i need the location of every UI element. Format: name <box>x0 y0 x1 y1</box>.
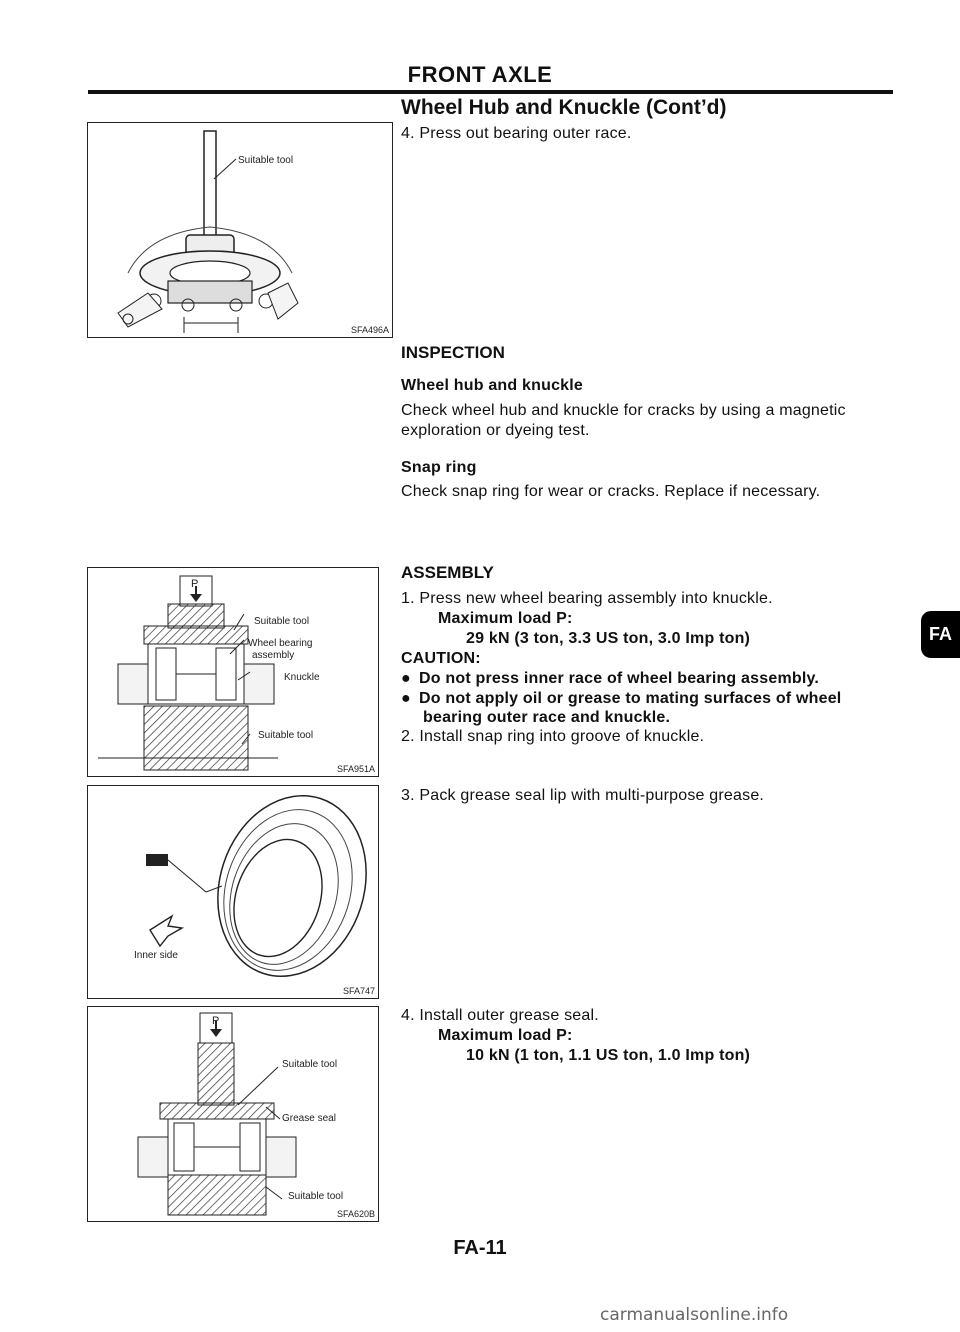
step-press-out-race: 4. Press out bearing outer race. <box>401 125 632 142</box>
figure-code: SFA620B <box>336 1209 375 1219</box>
caution-item-2-text: Do not apply oil or grease to mating surfaces of wheel <box>419 690 842 707</box>
assembly-step4: 4. Install outer grease seal. <box>401 1007 599 1024</box>
heading-snap-ring: Snap ring <box>401 459 477 476</box>
watermark: carmanualsonline.info <box>600 1305 789 1325</box>
label-suitable-tool-bottom: Suitable tool <box>288 1191 344 1202</box>
grease-seal-illustration <box>88 786 378 998</box>
figure-code: SFA747 <box>342 986 375 996</box>
bearing-press-illustration <box>88 568 378 776</box>
assembly-step1: 1. Press new wheel bearing assembly into knuckle. <box>401 590 773 607</box>
caution-item-2 <box>401 688 841 709</box>
heading-wheel-hub: Wheel hub and knuckle <box>401 377 584 394</box>
label-suitable-tool-top: Suitable tool <box>254 616 310 627</box>
max-load-value-2: 10 kN (1 ton, 1.1 US ton, 1.0 Imp ton) <box>466 1047 751 1064</box>
header-rule <box>88 90 893 94</box>
max-load-value-1: 29 kN (3 ton, 3.3 US ton, 3.0 Imp ton) <box>466 630 751 647</box>
label-suitable-tool: Suitable tool <box>238 155 294 166</box>
bullet-icon: ● <box>401 670 411 687</box>
assembly-step2: 2. Install snap ring into groove of knuckle. <box>401 728 705 745</box>
figure-code: SFA951A <box>336 764 375 774</box>
hub-text-line2: exploration or dyeing test. <box>401 422 590 439</box>
figure-code: SFA496A <box>350 325 389 335</box>
snap-text: Check snap ring for wear or cracks. Replace if necessary. <box>401 483 821 500</box>
assembly-step3: 3. Pack grease seal lip with multi-purpose grease. <box>401 787 765 804</box>
label-load-p: P <box>212 1015 220 1027</box>
max-load-label-1: Maximum load P: <box>438 610 573 627</box>
figure-grease-seal-lip <box>87 785 379 999</box>
label-load-p: P <box>191 578 199 590</box>
label-suitable-tool-bottom: Suitable tool <box>258 730 314 741</box>
heading-inspection: INSPECTION <box>401 343 505 362</box>
caution-label: CAUTION: <box>401 650 481 667</box>
figure-press-bearing <box>87 567 379 777</box>
label-inner-side: Inner side <box>134 950 178 961</box>
label-wheel-bearing: Wheel bearing <box>248 638 313 649</box>
label-assembly: assembly <box>252 650 295 661</box>
bullet-icon: ● <box>401 690 411 707</box>
caution-item-1-text: Do not press inner race of wheel bearing assembly. <box>419 670 820 687</box>
section-title: FRONT AXLE <box>407 62 553 87</box>
section-tab: FA <box>921 611 960 658</box>
page-number: FA-11 <box>453 1237 507 1259</box>
label-grease-seal: Grease seal <box>282 1113 336 1124</box>
max-load-label-2: Maximum load P: <box>438 1027 573 1044</box>
caution-item-1 <box>401 668 819 689</box>
heading-assembly: ASSEMBLY <box>401 563 494 582</box>
caution-item-2-cont: bearing outer race and knuckle. <box>423 709 671 726</box>
figure-install-grease-seal <box>87 1006 379 1222</box>
label-knuckle: Knuckle <box>284 672 320 683</box>
hub-text-line1: Check wheel hub and knuckle for cracks by using a magnetic <box>401 402 846 419</box>
figure-press-out-race <box>87 122 393 338</box>
label-suitable-tool-top: Suitable tool <box>282 1059 338 1070</box>
page-subtitle: Wheel Hub and Knuckle (Cont’d) <box>401 96 727 119</box>
